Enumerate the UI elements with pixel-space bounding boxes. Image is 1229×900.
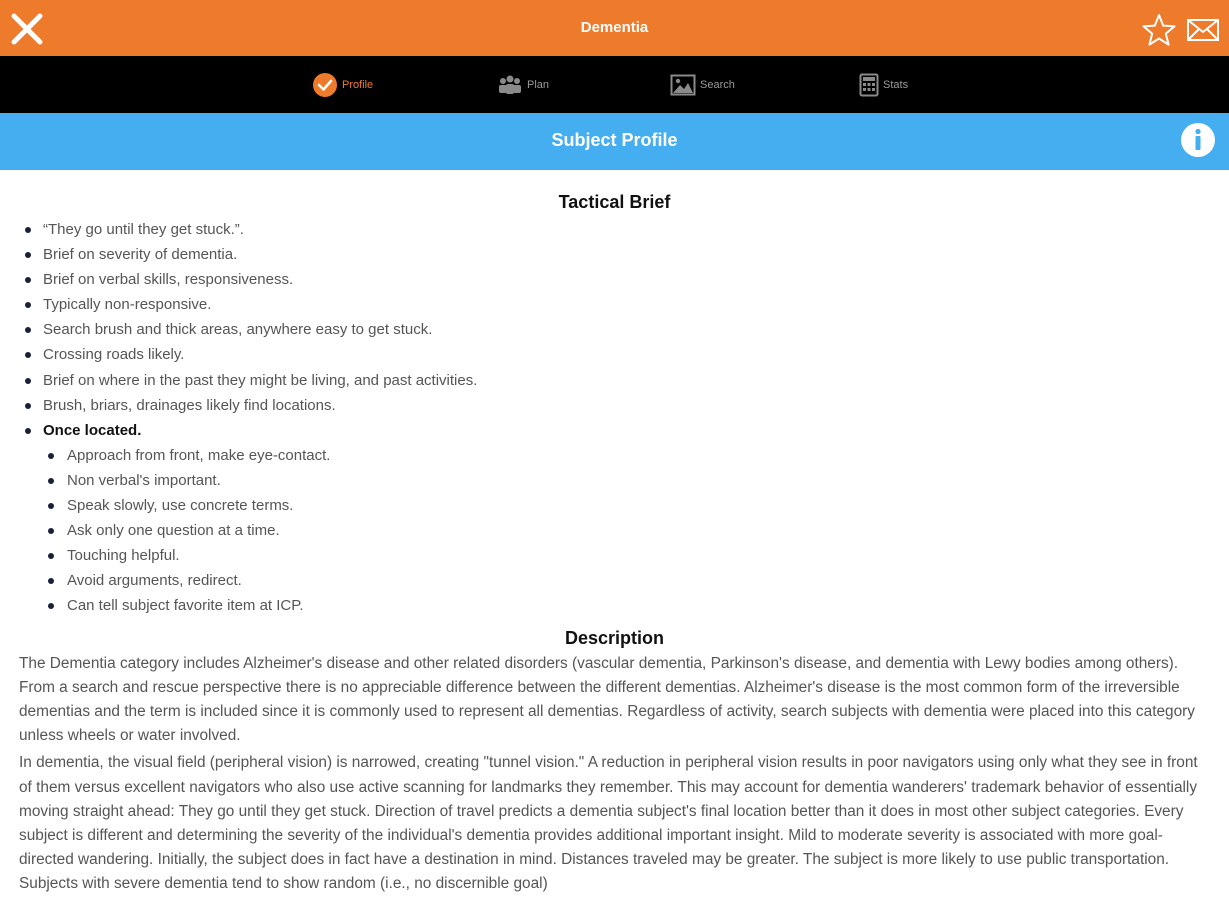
mail-icon — [1186, 16, 1220, 44]
tab-plan[interactable] — [497, 56, 549, 113]
sub-list-item: Touching helpful. — [0, 543, 1229, 568]
description-paragraph: The Dementia category includes Alzheimer's disease and other related disorders (vascular dementia, Parkinson's disease, and dementia with Lewy bodies among others). From a search and rescue perspective there is no appreciable difference between the different dementias. Alzheimer's disease is the most common form of the irreversible dementias and the term is included since it is commonly used to represent all dementias. Regardless of activity, search subjects with dementia were placed into this category unless wheels or water involved. — [19, 654, 1195, 745]
sub-list-item: Ask only one question at a time. — [0, 518, 1229, 543]
sub-list-item: Approach from front, make eye-contact. — [0, 443, 1229, 468]
tab-plan-label: Plan — [527, 78, 550, 91]
sub-list-item: Non verbal's important. — [0, 468, 1229, 493]
calculator-icon — [859, 73, 879, 97]
subheader-title: Subject Profile — [551, 130, 678, 150]
list-item: “They go until they get stuck.”. — [0, 217, 1229, 242]
list-item: Search brush and thick areas, anywhere easy to get stuck. — [0, 317, 1229, 342]
description-paragraph: In dementia, the visual field (peripheral vision) is narrowed, creating "tunnel vision." A reduction in peripheral vision results in poor navigators using only what they see in front of them versus excellent navigators who also use active scanning for landmarks they remember. This may account for dementia wanderers' trademark behavior of essentially moving straight ahead: They go until they get stuck. Direction of travel predicts a dementia subject's final location better than it does in most other subject categories. Every subject is different and determining the severity of the individual's dementia provides additional important insight. Mild to moderate severity is associated with more goal-directed wandering. Initially, the subject does in fact have a destination in mind. Distances traveled may be greater. The subject is more likely to use public transportation. Subjects with severe dementia tend to show random (i.e., no discernible goal) — [19, 754, 1198, 893]
star-icon — [1142, 13, 1176, 47]
tab-profile-label: Profile — [342, 78, 374, 91]
email-button[interactable] — [1186, 16, 1220, 44]
top-bar — [0, 0, 1229, 56]
sub-list-item: Can tell subject favorite item at ICP. — [0, 593, 1229, 618]
tactical-brief-title: Tactical Brief — [558, 192, 671, 212]
once-located-heading: Once located. — [0, 418, 1229, 443]
tactical-brief-list — [0, 217, 1229, 619]
app-title: Dementia — [580, 19, 649, 36]
image-icon — [670, 74, 696, 96]
info-button[interactable] — [1180, 122, 1216, 158]
list-item: Brief on verbal skills, responsiveness. — [0, 267, 1229, 292]
description-title: Description — [564, 627, 665, 648]
list-item: Brush, briars, drainages likely find locations. — [0, 393, 1229, 418]
content-area[interactable] — [0, 170, 1229, 900]
list-item: Brief on severity of dementia. — [0, 242, 1229, 267]
list-item: Brief on where in the past they might be living, and past activities. — [0, 368, 1229, 393]
tab-search-label: Search — [700, 78, 735, 91]
tab-bar — [0, 56, 1229, 113]
tab-search[interactable] — [670, 56, 735, 113]
tab-stats[interactable] — [859, 56, 908, 113]
info-icon — [1180, 122, 1216, 158]
check-circle-icon — [312, 72, 338, 98]
tab-stats-label: Stats — [883, 78, 909, 91]
favorite-button[interactable] — [1142, 13, 1176, 47]
people-icon — [497, 74, 523, 96]
list-item: Typically non-responsive. — [0, 292, 1229, 317]
subheader-bar — [0, 113, 1229, 170]
list-item: Crossing roads likely. — [0, 342, 1229, 367]
sub-list-item: Avoid arguments, redirect. — [0, 568, 1229, 593]
sub-list-item: Speak slowly, use concrete terms. — [0, 493, 1229, 518]
tab-profile[interactable] — [312, 56, 373, 113]
